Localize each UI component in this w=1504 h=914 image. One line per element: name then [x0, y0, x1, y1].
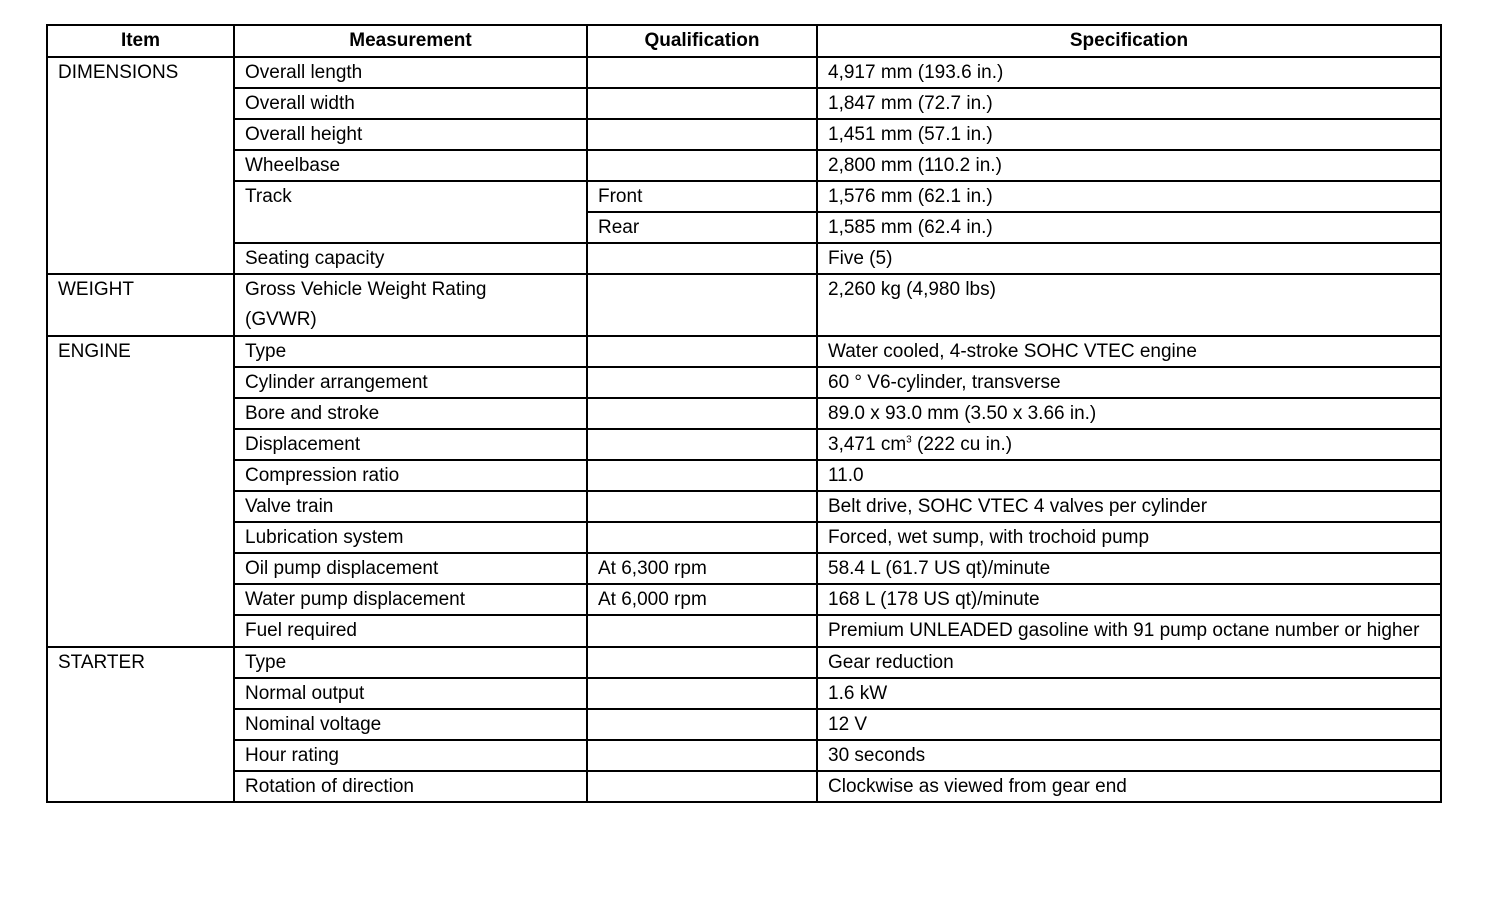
- qualification-cell: At 6,300 rpm: [587, 553, 817, 584]
- qualification-cell: [587, 119, 817, 150]
- measurement-cell: Wheelbase: [234, 150, 587, 181]
- qualification-cell: [587, 678, 817, 709]
- measurement-cell: Overall width: [234, 88, 587, 119]
- measurement-cell: Cylinder arrangement: [234, 367, 587, 398]
- specifications-table: [46, 24, 1442, 803]
- table-row: [47, 88, 1441, 119]
- specification-cell: Water cooled, 4-stroke SOHC VTEC engine: [817, 336, 1441, 367]
- specification-cell: 89.0 x 93.0 mm (3.50 x 3.66 in.): [817, 398, 1441, 429]
- table-row: [47, 460, 1441, 491]
- measurement-cell: Rotation of direction: [234, 771, 587, 802]
- specification-cell: Five (5): [817, 243, 1441, 274]
- measurement-cell: Type: [234, 647, 587, 678]
- table-row: [47, 57, 1441, 88]
- qualification-cell: At 6,000 rpm: [587, 584, 817, 615]
- qualification-cell: [587, 57, 817, 88]
- table-row: [47, 491, 1441, 522]
- measurement-cell: Fuel required: [234, 615, 587, 647]
- table-row: [47, 336, 1441, 367]
- header-row: [47, 25, 1441, 57]
- specification-cell: 1,451 mm (57.1 in.): [817, 119, 1441, 150]
- table-row: [47, 584, 1441, 615]
- qualification-cell: [587, 367, 817, 398]
- measurement-cell: Oil pump displacement: [234, 553, 587, 584]
- table-row: [47, 678, 1441, 709]
- table-row: [47, 647, 1441, 678]
- measurement-cell: Gross Vehicle Weight Rating (GVWR): [234, 274, 587, 336]
- table-row: [47, 429, 1441, 460]
- specification-cell: Premium UNLEADED gasoline with 91 pump octane number or higher: [817, 615, 1441, 647]
- table-row: [47, 367, 1441, 398]
- item-starter: STARTER: [47, 647, 234, 802]
- specification-cell: 4,917 mm (193.6 in.): [817, 57, 1441, 88]
- qualification-cell: [587, 615, 817, 647]
- measurement-cell: Lubrication system: [234, 522, 587, 553]
- table-row: [47, 243, 1441, 274]
- table-row: [47, 615, 1441, 647]
- qualification-cell: [587, 88, 817, 119]
- measurement-cell: Type: [234, 336, 587, 367]
- table-row: [47, 150, 1441, 181]
- displacement-imperial: (222 cu in.): [911, 434, 1013, 455]
- item-weight: WEIGHT: [47, 274, 234, 336]
- measurement-cell: Hour rating: [234, 740, 587, 771]
- table-row: [47, 709, 1441, 740]
- measurement-cell: Compression ratio: [234, 460, 587, 491]
- specification-cell: 11.0: [817, 460, 1441, 491]
- table-row: [47, 771, 1441, 802]
- table-row: [47, 553, 1441, 584]
- header-qualification: Qualification: [587, 25, 817, 57]
- qualification-cell: [587, 491, 817, 522]
- table-row: [47, 181, 1441, 212]
- qualification-cell: [587, 398, 817, 429]
- qualification-cell: [587, 429, 817, 460]
- qualification-cell: [587, 771, 817, 802]
- measurement-cell: Track: [234, 181, 587, 243]
- specification-cell: 1.6 kW: [817, 678, 1441, 709]
- specification-cell: 2,260 kg (4,980 lbs): [817, 274, 1441, 336]
- header-measurement: Measurement: [234, 25, 587, 57]
- table-row: [47, 119, 1441, 150]
- header-specification: Specification: [817, 25, 1441, 57]
- specification-cell: 60 ° V6-cylinder, transverse: [817, 367, 1441, 398]
- qualification-cell: [587, 522, 817, 553]
- qualification-cell: [587, 150, 817, 181]
- specification-cell: 168 L (178 US qt)/minute: [817, 584, 1441, 615]
- specification-cell: 30 seconds: [817, 740, 1441, 771]
- specification-cell: 12 V: [817, 709, 1441, 740]
- cubic-superscript: 3: [906, 434, 912, 446]
- measurement-cell: Overall height: [234, 119, 587, 150]
- specification-cell: Gear reduction: [817, 647, 1441, 678]
- qualification-cell: [587, 274, 817, 336]
- qualification-cell: [587, 740, 817, 771]
- specification-cell: 1,576 mm (62.1 in.): [817, 181, 1441, 212]
- specification-cell: Clockwise as viewed from gear end: [817, 771, 1441, 802]
- item-engine: ENGINE: [47, 336, 234, 647]
- measurement-cell: Water pump displacement: [234, 584, 587, 615]
- table-row: [47, 740, 1441, 771]
- measurement-cell: Seating capacity: [234, 243, 587, 274]
- displacement-value: 3,471 cm: [828, 434, 907, 455]
- qualification-cell: Rear: [587, 212, 817, 243]
- qualification-cell: [587, 336, 817, 367]
- qualification-cell: [587, 460, 817, 491]
- specification-cell: 1,585 mm (62.4 in.): [817, 212, 1441, 243]
- specification-cell: 2,800 mm (110.2 in.): [817, 150, 1441, 181]
- specification-cell: 58.4 L (61.7 US qt)/minute: [817, 553, 1441, 584]
- measurement-cell: Displacement: [234, 429, 587, 460]
- qualification-cell: [587, 243, 817, 274]
- qualification-cell: Front: [587, 181, 817, 212]
- specification-cell: 1,847 mm (72.7 in.): [817, 88, 1441, 119]
- qualification-cell: [587, 647, 817, 678]
- specification-cell: Forced, wet sump, with trochoid pump: [817, 522, 1441, 553]
- measurement-cell: Bore and stroke: [234, 398, 587, 429]
- header-item: Item: [47, 25, 234, 57]
- item-dimensions: DIMENSIONS: [47, 57, 234, 274]
- measurement-cell: Normal output: [234, 678, 587, 709]
- measurement-cell: Overall length: [234, 57, 587, 88]
- table-row: [47, 398, 1441, 429]
- table-row: [47, 522, 1441, 553]
- specification-cell: Belt drive, SOHC VTEC 4 valves per cylinder: [817, 491, 1441, 522]
- qualification-cell: [587, 709, 817, 740]
- table-row: [47, 274, 1441, 336]
- measurement-cell: Nominal voltage: [234, 709, 587, 740]
- specification-cell: [817, 429, 1441, 460]
- measurement-cell: Valve train: [234, 491, 587, 522]
